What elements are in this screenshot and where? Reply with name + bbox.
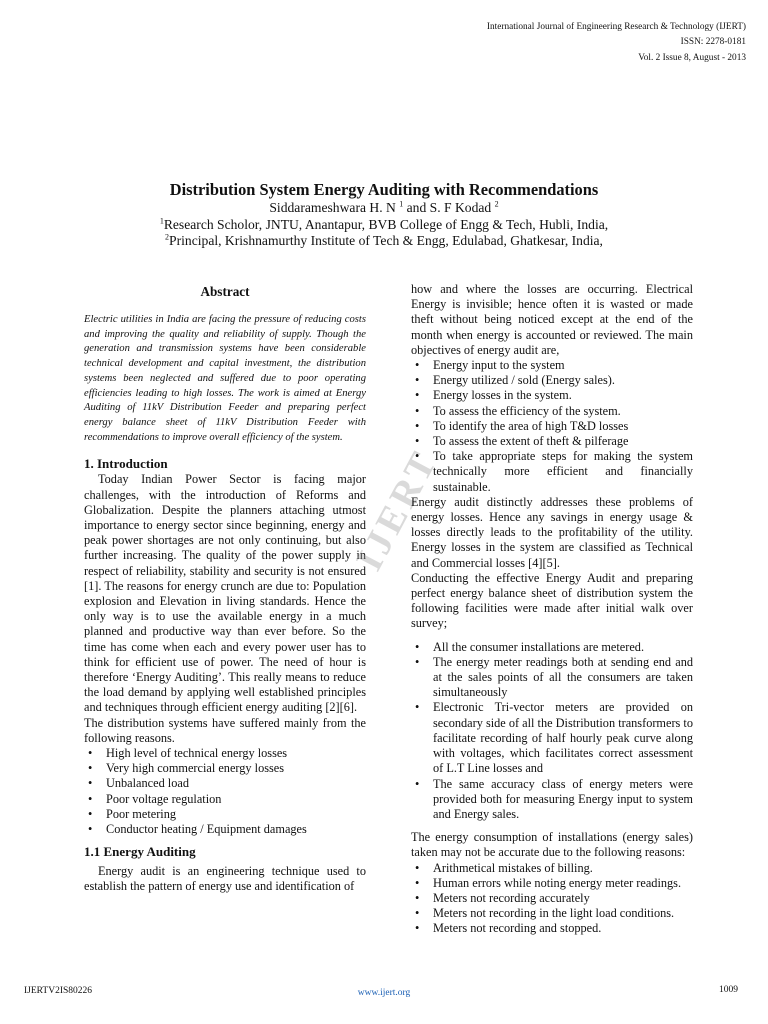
paper-id: IJERTV2IS80226 (24, 986, 93, 996)
list-item: • High level of technical energy losses (84, 746, 366, 761)
reasons-list (84, 746, 366, 837)
list-item: • Poor voltage regulation (84, 792, 366, 807)
authors (0, 200, 768, 217)
list-item: • Human errors while noting energy meter readings. (411, 876, 693, 891)
list-item: • Energy utilized / sold (Energy sales). (411, 373, 693, 388)
list-item: • Meters not recording in the light load conditions. (411, 906, 693, 921)
inaccuracy-list (411, 861, 693, 937)
page-number: 1009 (719, 985, 738, 995)
list-item: • To take appropriate steps for making the system technically more efficient and financially sustainable. (411, 449, 693, 495)
paper-title: Distribution System Energy Auditing with Recommendations (169, 180, 599, 199)
introduction-paragraph: Today Indian Power Sector is facing major challenges, with the introduction of Reforms and Globalization. Despite the planners attaching utmost importance to energy sector since beginning, energy and peak power shortages are not only continuing, but also further increasing. The quality of the power supply in respect of reliability, stability and security is not ensured [1]. The reasons for energy crunch are due to: Population explosion and Elevation in living standards. Hence the only way is to use the available energy in a much planned and productive way than ever before. So the time has come when each and every power user has to think for efficient use of power. The need of hour is therefore ‘Energy Auditing’. This really means to reduce the load demand by applying well established principles and techniques through efficient energy auditing [2][6]. (84, 472, 366, 715)
issn: ISSN: 2278-0181 (680, 37, 746, 48)
list-item: • To assess the efficiency of the system. (411, 404, 693, 419)
introduction-heading: 1. Introduction (84, 456, 168, 472)
list-item: • Energy losses in the system. (411, 388, 693, 403)
website-link[interactable]: www.ijert.org (357, 988, 411, 998)
list-item: • To assess the extent of theft & pilferage (411, 434, 693, 449)
consumption-paragraph: The energy consumption of installations (energy sales) taken may not be accurate due to the following reasons: (411, 830, 693, 860)
audit-paragraph: Energy audit distinctly addresses these problems of energy losses. Hence any savings in energy usage & losses directly leads to the profitability of the utility. Energy losses in the system are classified as Technical and Commercial losses [4][5]. (411, 494, 693, 570)
left-column (84, 282, 366, 895)
conducting-paragraph: Conducting the effective Energy Audit and preparing perfect energy balance sheet of distribution system the following facilities were made after initial walk over survey; (411, 570, 693, 631)
list-item: • Meters not recording and stopped. (411, 921, 693, 936)
list-item: • Poor metering (84, 807, 366, 822)
footer-website (0, 987, 768, 999)
list-item: • Arithmetical mistakes of billing. (411, 861, 693, 876)
author-1-sup: 1 (399, 199, 404, 209)
journal-name: International Journal of Engineering Research & Technology (IJERT) (486, 22, 746, 32)
author-2-sup: 2 (494, 199, 499, 209)
objectives-list (411, 358, 693, 495)
list-item: • Very high commercial energy losses (84, 761, 366, 776)
volume-issue: Vol. 2 Issue 8, August - 2013 (638, 52, 746, 63)
list-item: • To identify the area of high T&D losses (411, 419, 693, 434)
distribution-paragraph: The distribution systems have suffered mainly from the following reasons. (84, 715, 366, 745)
list-item: • Energy input to the system (411, 358, 693, 373)
list-item: • Unbalanced load (84, 776, 366, 791)
list-item: • All the consumer installations are metered. (411, 640, 693, 655)
title-block (0, 180, 768, 249)
author-and: and S. F Kodad (403, 200, 495, 215)
abstract-heading: Abstract (200, 284, 250, 299)
continuation-paragraph: how and where the losses are occurring. Electrical Energy is invisible; hence often it is wasted or made theft without being noticed except at the end of the month when energy is accounted or reviewed. The main objectives of energy audit are, (411, 282, 693, 357)
list-item: • Conductor heating / Equipment damages (84, 822, 366, 837)
list-item: • Electronic Tri-vector meters are provided on secondary side of all the Distribution transformers to facilitate recording of half hourly peak curve along with voltages, which facilitates correct assessment of L.T Line losses and (411, 700, 693, 776)
list-item: • The energy meter readings both at sending end and at the sales points of all the consumers are taken simultaneously (411, 655, 693, 701)
facilities-list (411, 640, 693, 822)
list-item: • The same accuracy class of energy meters were provided both for measuring Energy input to system and Energy sales. (411, 777, 693, 823)
author-1: Siddarameshwara H. N (269, 200, 400, 215)
journal-header (487, 20, 746, 66)
energy-auditing-paragraph: Energy audit is an engineering technique used to establish the pattern of energy use and identification of (84, 864, 366, 894)
right-column (411, 282, 693, 937)
ijert-watermark: IJERT (348, 442, 447, 578)
abstract-text: Electric utilities in India are facing the pressure of reducing costs and improving the quality and reliability of supply. Though the generation and transmission systems have been considerable technical development and capital investment, the distribution systems been neglected and suffered due to poor operating efficiencies leading to high losses. The work is aimed at Energy Auditing of 11kV Distribution Feeder and preparing perfect energy balance sheet of 11kV Distribution Feeder with recommendations to improve overall efficiency of the system. (84, 314, 366, 443)
affiliation-1: $^1$Research Scholor, JNTU, Anantapur, BVB College of Engg & Tech, Hubli, India, (159, 215, 609, 232)
affiliation-2: $^2$Principal, Krishnamurthy Institute of Tech & Engg, Edulabad, Ghatkesar, India, (165, 231, 603, 248)
energy-auditing-heading: 1.1 Energy Auditing (84, 844, 196, 860)
list-item: • Meters not recording accurately (411, 891, 693, 906)
